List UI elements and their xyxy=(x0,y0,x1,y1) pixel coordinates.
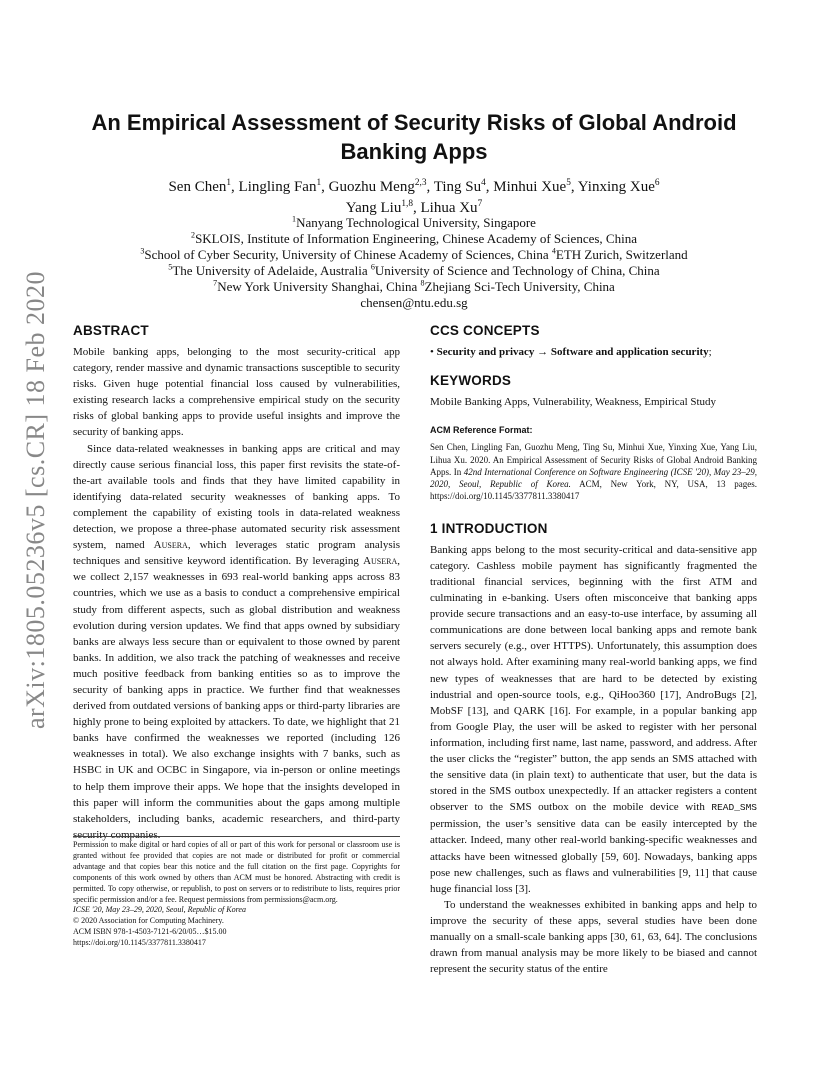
ccs-concept: Software and application security xyxy=(550,346,709,358)
abstract-text: , we collect 2,157 weaknesses in 693 real-world banking apps across 83 countries, which we use as a basis to conduct a comprehensive empirical study from different aspects, such as global distribution and weakness evolution during version updates. We find that apps owned by subsidiary banks are always less secure than or equivalent to those owned by parent banks. In addition, we also track the patching of weaknesses and receive much positive feedback from banking entities so as to improve the security of banking apps in practice. We further find that weaknesses derived from outdated versions of banking apps or third-party libraries are highly prone to being exploited by attackers. To date, we highlight that 21 banks have confirmed the weaknesses we reported (including 126 weaknesses in total). We also exchange insights with 7 banks, such as HSBC in UK and OCBC in Singapore, via in-person or online meetings to help them improve their apps. We hope that the insights developed in this paper will inform the communities about the gaps among multiple stakeholders, including banks, academic researchers, and third-party security companies. xyxy=(73,555,400,841)
affil-mark: 8 xyxy=(420,278,425,288)
ccs-concepts xyxy=(430,344,757,360)
arrow-icon: → xyxy=(534,346,551,358)
author-name: , Ting Su xyxy=(426,179,482,195)
introduction-paragraph-2: To understand the weaknesses exhibited in banking apps and help to improve the security of these apps, several studies have been done manually on a small-scale banking apps [30, 61, 63, 64]. The conclusions drawn from manual analysis may be more likely to be biased and cannot represent the security status of the entire xyxy=(430,898,757,976)
isbn-line: ACM ISBN 978-1-4503-7121-6/20/05…$15.00 xyxy=(73,927,227,937)
intro-text: permission, the user’s sensitive data can be easily intercepted by the attacker. Indeed, many other real-world banking-specific weaknesses and attacks have been witnessed globally [59, 60]. Nowadays, banking apps pose new challenges, such as flaws and vulnerabilities [9, 11] that cause huge financial loss [3]. xyxy=(430,818,757,895)
affil-mark: 7 xyxy=(213,278,218,288)
author-name: , Yinxing Xue xyxy=(570,179,655,195)
left-column xyxy=(73,322,400,843)
author-name: Sen Chen xyxy=(168,179,227,195)
abstract-paragraph-1: Mobile banking apps, belonging to the most security-critical app category, render massive and dynamic transactions susceptible to security risks. Given huge potential financial loss caused by vulnerabilities, existing research lacks a comprehensive empirical study on the security risks of global banking apps to provide useful insights and improve the security of banking apps. xyxy=(73,346,400,439)
ccs-concept: Security and privacy xyxy=(436,346,535,358)
introduction-heading: 1 INTRODUCTION xyxy=(430,520,548,536)
copyright-line: © 2020 Association for Computing Machinery. xyxy=(73,916,224,926)
author-affil-mark: 5 xyxy=(566,178,571,188)
arxiv-identifier-text: arXiv:1805.05236v5 [cs.CR] 18 Feb 2020 xyxy=(21,270,50,730)
email-text[interactable]: chensen@ntu.edu.sg xyxy=(360,295,468,310)
reference-format-heading: ACM Reference Format: xyxy=(430,425,533,436)
affiliations xyxy=(60,215,768,311)
affiliation-line xyxy=(60,263,768,279)
introduction-paragraph-1 xyxy=(430,542,757,897)
author-name: Yang Liu xyxy=(345,200,402,216)
tool-name: Ausera xyxy=(153,539,188,552)
affiliation-text: New York University Shanghai, China xyxy=(217,279,421,294)
bullet: • xyxy=(430,346,437,358)
affiliation-line xyxy=(60,247,768,263)
abstract-paragraph-2 xyxy=(73,441,400,843)
ccs-heading: CCS CONCEPTS xyxy=(430,323,540,338)
author-affil-mark: 1,8 xyxy=(401,199,413,209)
right-column xyxy=(430,322,757,977)
affil-mark: 2 xyxy=(191,230,196,240)
affil-mark: 6 xyxy=(370,262,375,272)
affiliation-text: Zhejiang Sci-Tech University, China xyxy=(424,279,615,294)
author-name: , Lihua Xu xyxy=(412,200,478,216)
affiliation-text: SKLOIS, Institute of Information Engineering, Chinese Academy of Sciences, China xyxy=(195,231,637,246)
affiliation-text: University of Science and Technology of China, China xyxy=(374,263,660,278)
affiliation-text: The University of Adelaide, Australia xyxy=(172,263,371,278)
reference-format-text xyxy=(430,441,757,502)
author-name: , Lingling Fan xyxy=(231,179,317,195)
ccs-end: ; xyxy=(708,346,712,358)
arxiv-identifier xyxy=(18,270,54,730)
permission-code: READ_SMS xyxy=(711,802,757,814)
title-line-1: An Empirical Assessment of Security Risks of Global Android xyxy=(91,110,737,135)
abstract-heading: ABSTRACT xyxy=(73,323,149,338)
author-list xyxy=(60,177,768,219)
author-line-1 xyxy=(60,177,768,198)
contact-email[interactable] xyxy=(60,295,768,311)
author-affil-mark: 1 xyxy=(316,178,322,188)
affiliation-text: School of Cyber Security, University of Chinese Academy of Sciences, China xyxy=(144,247,552,262)
introduction-section xyxy=(430,520,757,978)
keywords-text: Mobile Banking Apps, Vulnerability, Weakness, Empirical Study xyxy=(430,396,717,409)
tool-name: Ausera xyxy=(363,555,398,568)
permission-text: Permission to make digital or hard copies of all or part of this work for personal or classroom use is granted without fee provided that copies are not made or distributed for profit or commercial advantage and that copies bear this notice and the full citation on the first page. Copyrights for components of this work owned by others than ACM must be honored. Abstracting with credit is permitted. To copy otherwise, or republish, to post on servers or to redistribute to lists, requires prior specific permission and/or a fee. Request permissions from permissions@acm.org. xyxy=(73,840,400,904)
author-name: , Minhui Xue xyxy=(485,179,567,195)
title-line-2: Banking Apps xyxy=(340,139,488,164)
keywords-heading: KEYWORDS xyxy=(430,373,512,389)
author-affil-mark: 7 xyxy=(477,199,483,209)
abstract-text: , which leverages static program analysis techniques and sensitive keyword identification. By leveraging xyxy=(73,539,400,568)
author-affil-mark: 1 xyxy=(226,178,232,188)
affiliation-text: ETH Zurich, Switzerland xyxy=(555,247,688,262)
abstract-text: Since data-related weaknesses in banking apps are critical and may directly cause serious financial loss, this paper first revisits the state-of-the-art available tools and finds that they have limited capability in identifying data-related security weaknesses of banking apps. To complement the capability of existing tools in data-related weakness detection, we propose a three-phase automated security risk assessment system, named xyxy=(73,442,400,552)
affil-mark: 1 xyxy=(292,214,297,224)
intro-text: Banking apps belong to the most security-critical and data-sensitive app category. Cashless mobile payment has significantly fragmented the traditional financial services, beginning with the first ATM and culminating in e-banking. Users often misconceive that banking apps provide secure transactions and an easy-to-use interface, by assuming all communications are done between local banking apps and remote bank servers securely (e.g., over HTTPS). Unfortunately, this assumption does not always hold. After examining many real-world banking apps, we find new types of weaknesses that are hard to be detected by existing industrial and open-source tools, e.g., QiHoo360 [17], AndroBugs [2], MobSF [13], and QARK [16]. For example, in a popular banking app from Google Play, the user will be asked to register with her personal information, including first name, last name, password, and address. After the user clicks the “register” button, the app sends an SMS attached with the sensitive data (in plain text) to authenticate that user, but the data is stored in the SMS outbox unexpectedly. If an attacker registers a content observer to the SMS outbox on the mobile device with xyxy=(430,543,757,814)
reference-text: ACM, New York, NY, USA, 13 pages. https://doi.org/10.1145/3377811.3380417 xyxy=(430,479,757,502)
affil-mark: 3 xyxy=(140,246,145,256)
affiliation-line xyxy=(60,279,768,295)
doi-link[interactable]: https://doi.org/10.1145/3377811.3380417 xyxy=(73,938,206,948)
author-name: , Guozhu Meng xyxy=(321,179,415,195)
author-affil-mark: 4 xyxy=(481,178,486,188)
reference-venue: 42nd International Conference on Software Engineering (ICSE '20), May 23–29, 2020, Seoul, Republic of Korea. xyxy=(430,466,758,490)
reference-text: Sen Chen, Lingling Fan, Guozhu Meng, Ting Su, Minhui Xue, Yinxing Xue, Yang Liu, Lihua Xu. 2020. An Empirical Assessment of Security Risks of Global Android Banking Apps. In xyxy=(430,442,757,477)
affiliation-line xyxy=(60,231,768,247)
affil-mark: 4 xyxy=(551,246,556,256)
affiliation-text: Nanyang Technological University, Singapore xyxy=(296,215,536,230)
affiliation-line xyxy=(60,215,768,231)
author-affil-mark: 2,3 xyxy=(414,178,427,188)
permission-footnote xyxy=(73,836,400,949)
author-affil-mark: 6 xyxy=(654,178,660,188)
conference-venue: ICSE '20, May 23–29, 2020, Seoul, Republic of Korea xyxy=(73,905,246,915)
paper-title xyxy=(60,108,768,166)
affil-mark: 5 xyxy=(168,262,173,272)
